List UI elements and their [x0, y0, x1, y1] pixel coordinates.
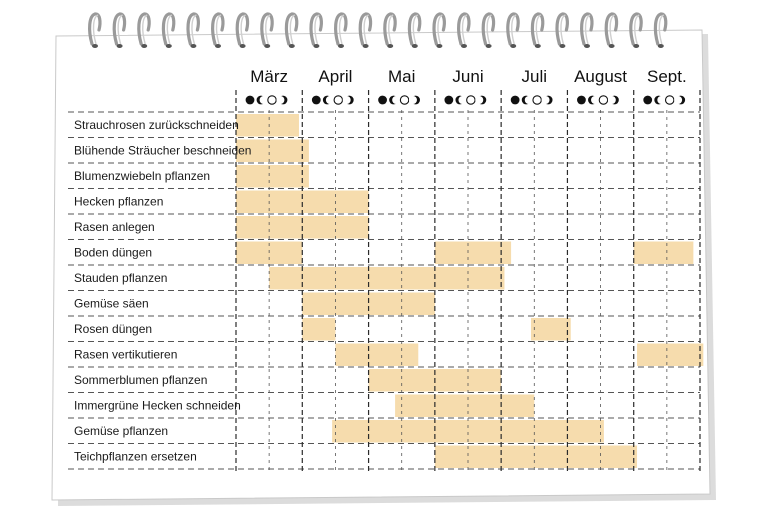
highlight-bar [531, 318, 571, 341]
waning-moon-icon [608, 96, 619, 105]
month-label: Juni [452, 67, 484, 86]
task-label: Sommerblumen pflanzen [74, 373, 208, 387]
full-moon-icon [599, 96, 607, 104]
highlight-bar [637, 344, 703, 367]
highlight-bar [302, 318, 335, 341]
highlight-bar [236, 191, 369, 214]
highlight-bar [269, 267, 504, 290]
month-label: März [250, 67, 289, 86]
new-moon-icon [643, 96, 652, 105]
month-label: Sept. [647, 67, 687, 86]
full-moon-icon [400, 96, 408, 104]
task-label: Immergrüne Hecken schneiden [74, 398, 241, 413]
waning-moon-icon [343, 96, 354, 105]
highlight-bar [335, 344, 418, 367]
task-label: Boden düngen [74, 245, 153, 260]
task-label: Gemüse pflanzen [74, 424, 169, 438]
task-label: Rasen vertikutieren [74, 347, 178, 362]
task-label: Hecken pflanzen [74, 194, 164, 209]
waxing-moon-icon [257, 96, 268, 105]
new-moon-icon [378, 96, 387, 105]
full-moon-icon [268, 96, 276, 104]
highlight-bar [634, 242, 694, 265]
waxing-moon-icon [455, 96, 466, 105]
new-moon-icon [444, 96, 453, 105]
month-label: August [574, 67, 628, 86]
task-label: Gemüse säen [74, 296, 149, 311]
new-moon-icon [246, 96, 255, 105]
task-label: Stauden pflanzen [74, 271, 168, 285]
waxing-moon-icon [654, 96, 665, 105]
task-label: Blumenzwiebeln pflanzen [74, 169, 211, 183]
waning-moon-icon [542, 96, 553, 105]
highlight-bar [435, 242, 511, 265]
new-moon-icon [312, 96, 321, 105]
waxing-moon-icon [389, 96, 400, 105]
full-moon-icon [334, 96, 342, 104]
waning-moon-icon [674, 96, 685, 105]
month-label: April [318, 67, 353, 86]
task-label: Rosen düngen [74, 322, 153, 336]
highlight-bar [302, 293, 435, 316]
waxing-moon-icon [323, 96, 334, 105]
highlight-bar [236, 114, 299, 137]
full-moon-icon [533, 96, 541, 104]
task-label: Teichpflanzen ersetzen [74, 449, 197, 464]
full-moon-icon [666, 96, 674, 104]
waning-moon-icon [276, 96, 287, 105]
task-label: Rasen anlegen [74, 220, 155, 234]
waxing-moon-icon [522, 96, 533, 105]
month-label: Mai [388, 67, 416, 86]
new-moon-icon [511, 96, 520, 105]
highlight-bar [435, 446, 637, 469]
task-label: Strauchrosen zurückschneiden [74, 118, 239, 132]
full-moon-icon [467, 96, 475, 104]
waning-moon-icon [409, 96, 420, 105]
new-moon-icon [577, 96, 586, 105]
highlight-bar [236, 165, 309, 188]
highlight-bar [395, 395, 534, 418]
month-label: Juli [521, 67, 548, 86]
waning-moon-icon [475, 96, 486, 105]
task-label: Blühende Sträucher beschneiden [74, 143, 252, 158]
waxing-moon-icon [588, 96, 599, 105]
